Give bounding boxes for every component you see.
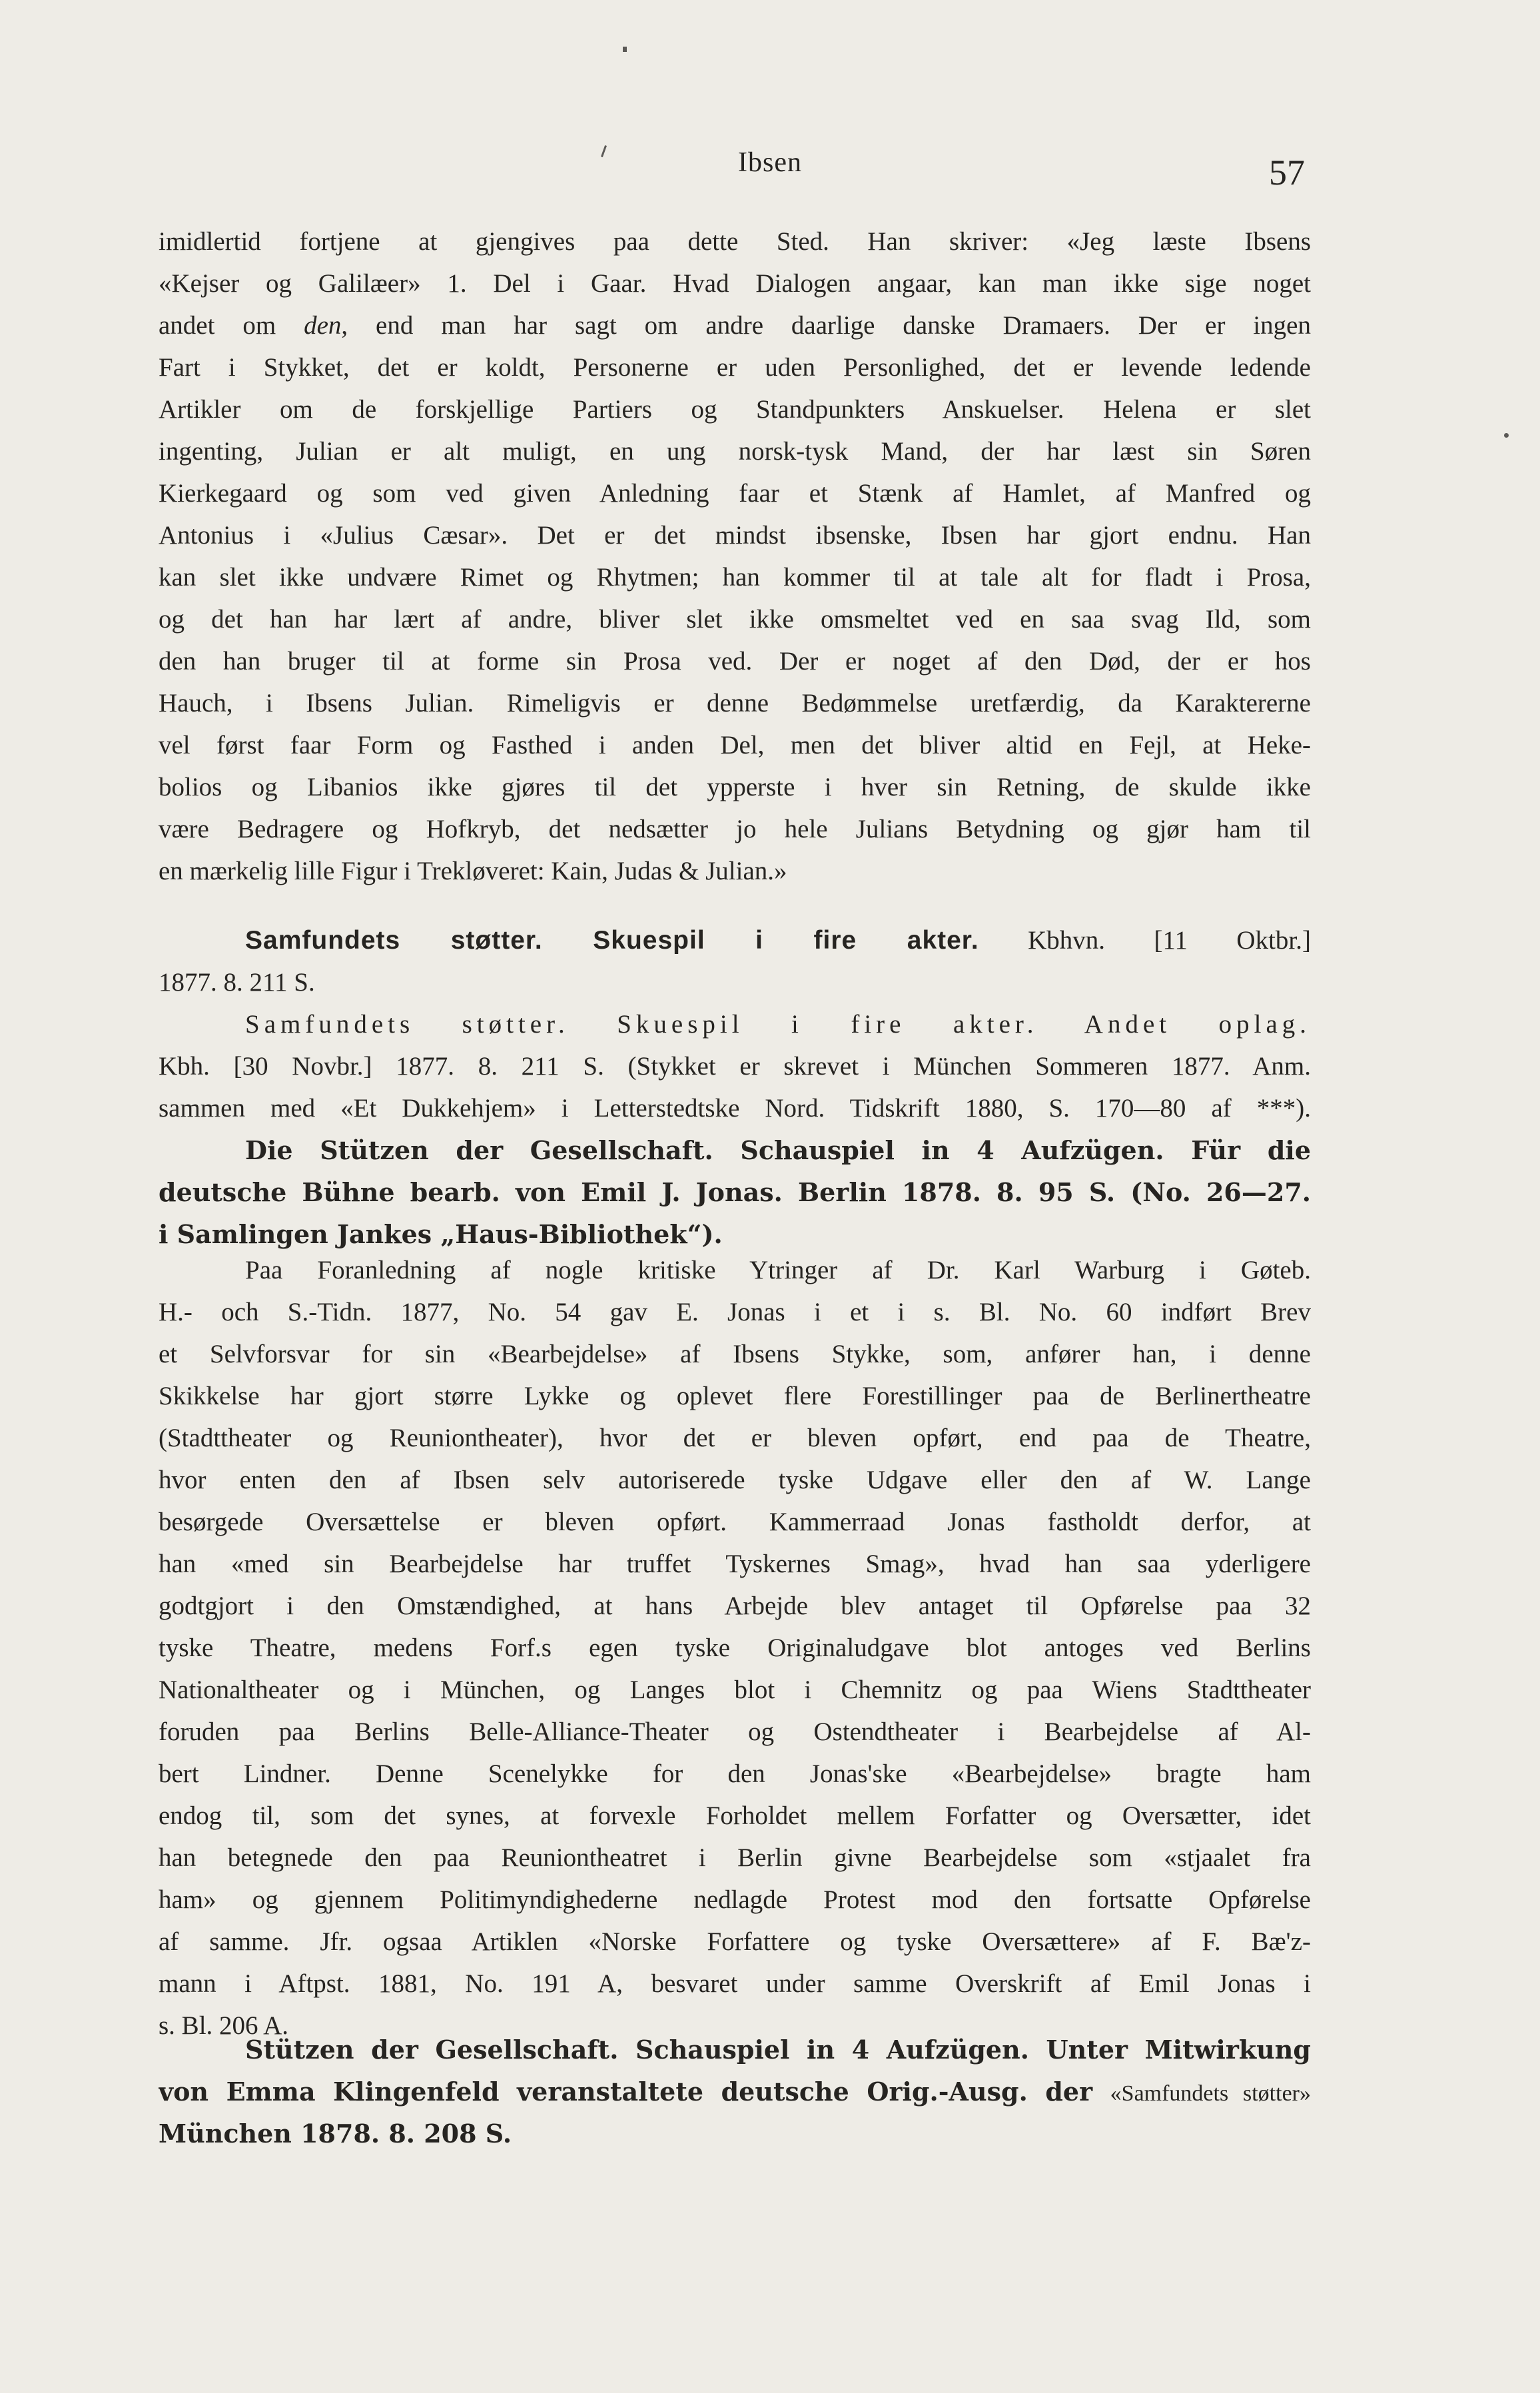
text-line: Kierkegaard og som ved given Anledning faar et Stænk af Hamlet, af Manfred og — [159, 479, 1311, 508]
ink-speck — [1504, 433, 1509, 438]
text-fragment: andet om — [159, 311, 304, 340]
text-line: s. Bl. 206 A. — [159, 2011, 289, 2040]
entry-title: Samfundets støtter. Skuespil i fire akter. — [245, 926, 979, 955]
fraktur-fragment: von Emma Klingenfeld veranstaltete deutsche Orig.-Ausg. der — [159, 2077, 1110, 2107]
entry-imprint: Kbhvn. [11 Oktbr.] — [1028, 926, 1311, 955]
text-line: «Kejser og Galilæer» 1. Del i Gaar. Hvad Dialogen angaar, kan man ikke sige noget — [159, 269, 1311, 298]
text-line: endog til, som det synes, at forvexle Forholdet mellem Forfatter og Oversætter, idet — [159, 1801, 1311, 1830]
text-line: bolios og Libanios ikke gjøres til det ypperste i hver sin Retning, de skulde ikke — [159, 773, 1311, 801]
text-line: han «med sin Bearbejdelse har truffet Tyskernes Smag», hvad han saa yderligere — [159, 1550, 1311, 1578]
text-line: af samme. Jfr. ogsaa Artiklen «Norske Forfattere og tyske Oversættere» af F. Bæ'z- — [159, 1927, 1311, 1956]
text-line: Fart i Stykket, det er koldt, Personerne er uden Personlighed, det er levende ledende — [159, 353, 1311, 382]
text-line: Hauch, i Ibsens Julian. Rimeligvis er denne Bedømmelse uretfærdig, da Karaktererne — [159, 689, 1311, 718]
text-line: og det han har lært af andre, bliver slet ikke omsmeltet ved en saa svag Ild, som — [159, 605, 1311, 634]
fraktur-line: München 1878. 8. 208 S. — [159, 2119, 512, 2149]
fraktur-line: deutsche Bühne bearb. von Emil J. Jonas. Berlin 1878. 8. 95 S. (No. 26—27. — [159, 1177, 1311, 1207]
fraktur-line: Die Stützen der Gesellschaft. Schauspiel in 4 Aufzügen. Für die — [245, 1135, 1311, 1165]
text-line: Paa Foranledning af nogle kritiske Ytringer af Dr. Karl Warburg i Gøteb. — [245, 1256, 1311, 1284]
text-line: hvor enten den af Ibsen selv autoriserede tyske Udgave eller den af W. Lange — [159, 1466, 1311, 1494]
ink-speck — [623, 47, 627, 52]
fraktur-line: Stützen der Gesellschaft. Schauspiel in 4 Aufzügen. Unter Mitwirkung — [245, 2035, 1311, 2065]
edition-line: Kbh. [30 Novbr.] 1877. 8. 211 S. (Stykket er skrevet i München Sommeren 1877. Anm. — [159, 1052, 1311, 1081]
text-line: ham» og gjennem Politimyndighederne nedlagde Protest mod den fortsatte Opførelse — [159, 1885, 1311, 1914]
text-line: (Stadttheater og Reuniontheater), hvor det er bleven opført, end paa de Theatre, — [159, 1424, 1311, 1452]
text-line: bert Lindner. Denne Scenelykke for den Jonas'ske «Bearbejdelse» bragte ham — [159, 1759, 1311, 1788]
entry-title-line — [159, 919, 1311, 961]
german-entry — [159, 1129, 1311, 1255]
text-line: være Bedragere og Hofkryb, det nedsætter jo hele Julians Betydning og gjør ham til — [159, 815, 1311, 843]
edition-line: Samfundets støtter. Skuespil i fire akter. Andet oplag. — [245, 1010, 1311, 1039]
text-line: H.- och S.-Tidn. 1877, No. 54 gav E. Jonas i et i s. Bl. No. 60 indført Brev — [159, 1298, 1311, 1326]
text-line: kan slet ikke undvære Rimet og Rhytmen; han kommer til at tale alt for fladt i Prosa, — [159, 563, 1311, 592]
text-line: tyske Theatre, medens Forf.s egen tyske Originaludgave blot antoges ved Berlins — [159, 1634, 1311, 1662]
text-line: den han bruger til at forme sin Prosa ved. Der er noget af den Død, der er hos — [159, 647, 1311, 676]
entry-line: 1877. 8. 211 S. — [159, 968, 315, 997]
running-title: Ibsen — [738, 147, 802, 178]
fraktur-line: i Samlingen Jankes „Haus-Bibliothek“). — [159, 1219, 723, 1249]
text-line: imidlertid fortjene at gjengives paa dette Sted. Han skriver: «Jeg læste Ibsens — [159, 227, 1311, 256]
text-line: ingenting, Julian er alt muligt, en ung norsk-tysk Mand, der har læst sin Søren — [159, 437, 1311, 466]
text-line: Nationaltheater og i München, og Langes blot i Chemnitz og paa Wiens Stadttheater — [159, 1675, 1311, 1704]
german-entry-second — [159, 2029, 1311, 2154]
bibliographic-entry — [159, 919, 1311, 1129]
paragraph-commentary — [159, 1249, 1311, 2047]
text-line: Antonius i «Julius Cæsar». Det er det mindst ibsenske, Ibsen har gjort endnu. Han — [159, 521, 1311, 550]
roman-title: «Samfundets støtter» — [1110, 2081, 1311, 2106]
text-line: mann i Aftpst. 1881, No. 191 A, besvaret under samme Overskrift af Emil Jonas i — [159, 1969, 1311, 1998]
paragraph-quotation — [159, 221, 1311, 892]
fraktur-line — [159, 2071, 1311, 2113]
text-line: en mærkelig lille Figur i Trekløveret: Kain, Judas & Julian.» — [159, 857, 787, 885]
text-line: besørgede Oversættelse er bleven opført. Kammerraad Jonas fastholdt derfor, at — [159, 1508, 1311, 1536]
text-line: foruden paa Berlins Belle-Alliance-Theater og Ostendtheater i Bearbejdelse af Al- — [159, 1717, 1311, 1746]
text-line: et Selvforsvar for sin «Bearbejdelse» af Ibsens Stykke, som, anfører han, i denne — [159, 1340, 1311, 1368]
text-line: godtgjort i den Omstændighed, at hans Arbejde blev antaget til Opførelse paa 32 — [159, 1592, 1311, 1620]
page-number: 57 — [1269, 153, 1305, 193]
text-line: han betegnede den paa Reuniontheatret i Berlin givne Bearbejdelse som «stjaalet fra — [159, 1843, 1311, 1872]
text-line — [159, 304, 1311, 346]
edition-line: sammen med «Et Dukkehjem» i Letterstedtske Nord. Tidskrift 1880, S. 170—80 af ***). — [159, 1094, 1311, 1123]
text-line: Skikkelse har gjort større Lykke og oplevet flere Forestillinger paa de Berlinertheatre — [159, 1382, 1311, 1410]
text-fragment: , end man har sagt om andre daarlige danske Dramaers. Der er ingen — [341, 311, 1311, 340]
emphasized-word: den — [304, 311, 342, 340]
text-line: vel først faar Form og Fasthed i anden Del, men det bliver altid en Fejl, at Heke- — [159, 731, 1311, 759]
text-line: Artikler om de forskjellige Partiers og Standpunkters Anskuelser. Helena er slet — [159, 395, 1311, 424]
